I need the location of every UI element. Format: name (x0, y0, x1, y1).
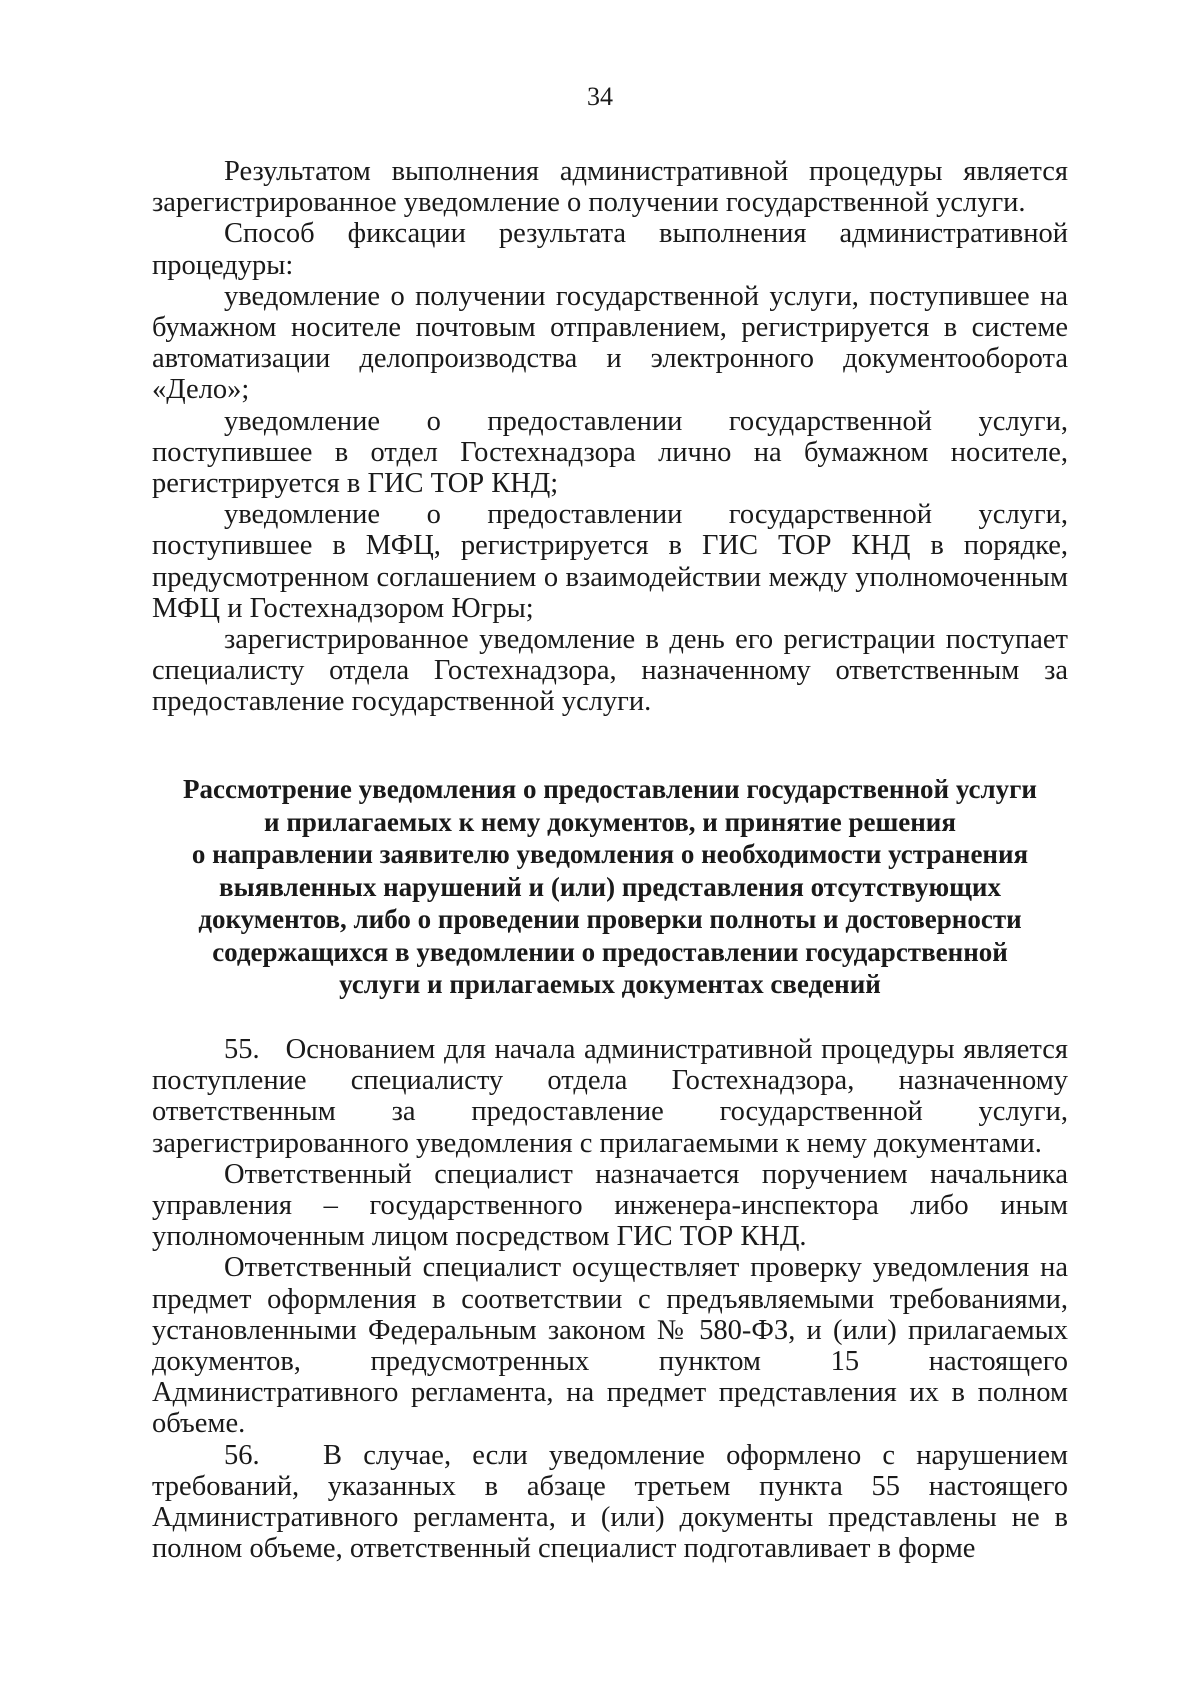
heading-line: и прилагаемых к нему документов, и принятие решения (264, 806, 956, 837)
result-section (152, 156, 1068, 718)
paragraph-55: 55. Основанием для начала административной процедуры является поступление специалисту отдела Гостехнадзора, назначенному ответственным за предоставление государственной услуги, зарегистрированного уведомления с прилагаемыми к нему документами. (152, 1034, 1068, 1159)
paragraph: уведомление о получении государственной услуги, поступившее на бумажном носителе почтовым отправлением, регистрируется в системе автоматизации делопроизводства и электронного документооборота «Дело»; (152, 280, 1068, 406)
heading-line: содержащихся в уведомлении о предоставлении государственной (212, 936, 1008, 967)
paragraph-56: 56. В случае, если уведомление оформлено с нарушением требований, указанных в абзаце третьем пункта 55 настоящего Административного регламента, и (или) документы представлены не в полном объеме, ответственный специалист подготавливает в форме (152, 1439, 1068, 1565)
paragraph: уведомление о предоставлении государственной услуги, поступившее в отдел Гостехнадзора лично на бумажном носителе, регистрируется в ГИС ТОР КНД; (152, 405, 1068, 500)
heading-line: о направлении заявителю уведомления о необходимости устранения (191, 839, 1029, 869)
page-number: 34 (587, 82, 613, 111)
paragraph: зарегистрированное уведомление в день его регистрации поступает специалисту отдела Гостехнадзора, назначенному ответственным за предоставление государственной услуги. (152, 624, 1068, 718)
procedure-section (152, 1034, 1068, 1564)
paragraph: Результатом выполнения административной процедуры является зарегистрированное уведомление о получении государственной услуги. (152, 156, 1068, 219)
paragraph: уведомление о предоставлении государственной услуги, поступившее в МФЦ, регистрируется в ГИС ТОР КНД в порядке, предусмотренном соглашением о взаимодействии между уполномоченным МФЦ и Гостехнадзором Югры; (152, 499, 1068, 624)
heading-line: услуги и прилагаемых документах сведений (339, 969, 881, 999)
paragraph: Ответственный специалист осуществляет проверку уведомления на предмет оформления в соответствии с предъявляемыми требованиями, установленными Федеральным законом № 580-ФЗ, и (или) прилагаемых документов, предусмотренных пунктом 15 настоящего Административного регламента, на предмет представления их в полном объеме. (152, 1252, 1068, 1440)
paragraph: Ответственный специалист назначается поручением начальника управления – государственного инженера-инспектора либо иным уполномоченным лицом посредством ГИС ТОР КНД. (152, 1158, 1068, 1253)
heading-line: Рассмотрение уведомления о предоставлении государственной услуги (183, 774, 1037, 804)
heading-line: выявленных нарушений и (или) представления отсутствующих (219, 871, 1001, 902)
section-heading (140, 773, 1080, 1001)
heading-line: документов, либо о проведении проверки полноты и достоверности (198, 904, 1022, 934)
paragraph: Способ фиксации результата выполнения административной процедуры: (152, 218, 1068, 281)
